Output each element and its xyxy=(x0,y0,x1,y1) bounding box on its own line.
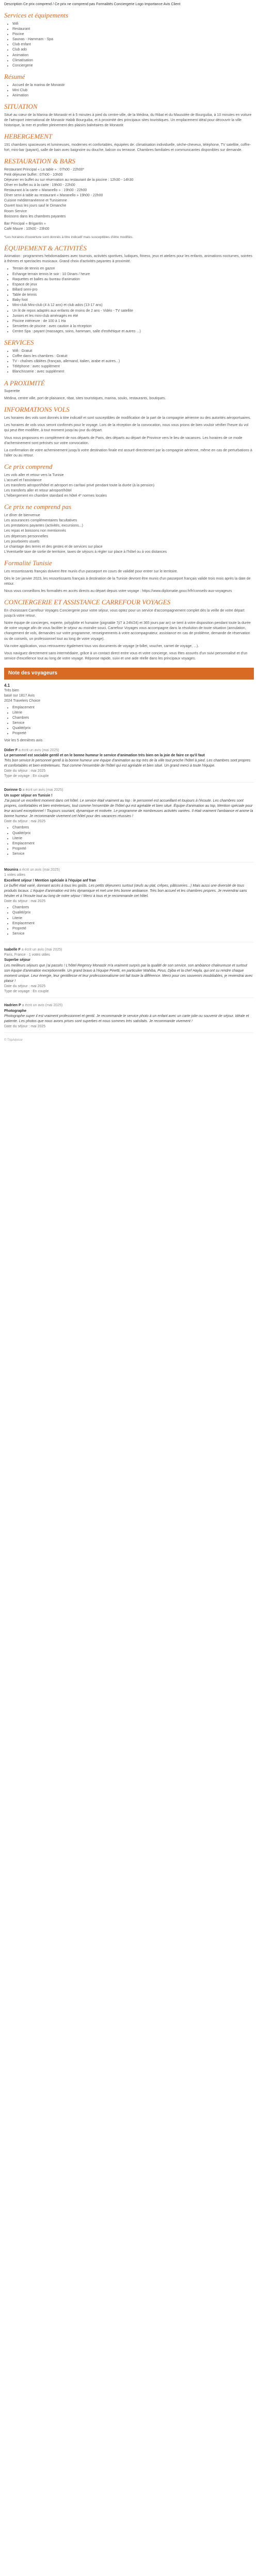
list-item: Les prestations payantes (activités, excursions...) xyxy=(4,524,83,528)
list-item: • Chambres xyxy=(12,905,254,910)
review-author: Dorinne G xyxy=(4,788,22,792)
list-item: Café Maure : 10h00 - 23h00 xyxy=(4,227,50,231)
proximite-title: A PROXIMITÉ xyxy=(4,379,45,387)
list-item: • Juniors et les mini-club aménagés en été xyxy=(12,314,254,319)
rating-criteria xyxy=(4,705,254,737)
list-item: • Espace de jeux xyxy=(12,282,254,287)
services-title: Services et équipements xyxy=(4,11,69,20)
list-item: • Chambres xyxy=(12,825,254,831)
page xyxy=(0,0,258,1048)
review-platform: 2024 Travelers Choice xyxy=(4,699,41,703)
list-item: Les pourboires usuels xyxy=(4,539,40,544)
formalites-text-2: Dès le 1er janvier 2023, les ressortissants français à destination de la Tunisie devront être munis d'un passeport français valide trois mois après la date de retour. xyxy=(4,577,251,586)
list-item: • Conciergerie xyxy=(12,63,254,69)
conciergerie-title: CONCIERGERIE ET ASSISTANCE CARREFOUR VOYAGES xyxy=(4,598,171,606)
review-stay-date: Date du séjour : mai 2025 xyxy=(4,820,46,824)
rating-summary xyxy=(4,683,254,744)
infos-text-1: Les horaires des vols sont donnés à titre indicatif et sont susceptibles de modification de la part de la compagnie aérienne ou des autorités aéroportuaires. xyxy=(4,416,251,420)
review-stay-date: Date du séjour : mai 2025 xyxy=(4,900,46,904)
review-title: Le personnel est sociable gentil et on le bonne humeur le service d'animation très bien on la joie de faire ce qu'il faut xyxy=(4,753,205,757)
list-item: Les transferts aller et retour aéroport/hôtel xyxy=(4,489,72,493)
infos-text-3: Vous nous proposons en complément de nos départs de Paris, des départs au départ de Province vers le lieu de vacances. Les horaires de ce mode d'acheminement sont précisés sur votre convocation. xyxy=(4,436,243,445)
hebergement-title: HEBERGEMENT xyxy=(4,132,53,141)
list-item: • Literie xyxy=(12,836,254,841)
list-item: • Service xyxy=(12,721,254,726)
list-item: • Serviettes de piscine : avec caution à la réception xyxy=(12,324,254,329)
review-date: a écrit un avis (mai 2025) xyxy=(22,788,63,792)
review-body: Les meilleurs séjours que j'ai passés ! L'hôtel Regency Monastir m'a vraiment surpris par la qualité de son service, son ambiance chaleureuse et surtout son équipe d'animation exceptionnelle. Un grand bravo à l'équipe Pinetti, en particulier Wahiba, Pirus, Djiba et la chef Hayla, qui ont su rendre chaque moment unique. Leur énergie, leur gentillesse et leur professionnalisme ont fait toute la différence. Merci pour ces souvenirs inoubliables, je reviendrai avec plaisir ! xyxy=(4,963,253,983)
equipements-title: ÉQUIPEMENT & ACTIVITÉS xyxy=(4,244,87,252)
list-item: Les assurances complémentaires facultatives xyxy=(4,519,77,523)
review-title: Excellent séjour ! Mention spéciale à l'équipe anf fran xyxy=(4,878,96,883)
list-item: • Club enfant xyxy=(12,42,254,47)
review-date: a écrit un avis (mai 2025) xyxy=(21,948,62,952)
conciergerie-text-1: En choisissant Carrefour Voyages Conciergerie pour votre séjour, vous optez pour un service d'accompagnement complet dès la veille de votre départ jusqu'à votre retour. xyxy=(4,608,245,618)
conciergerie-text-4: Vous naviguez directement sans intermédiaire, grâce à un contact direct entre vous et votre concierge, vous êtes assurés d'un suivi personnalisé et d'un service d'excellence tout au long de votre voyage. Réponse rapide, suivi et une aide réelle dans les principaux voyages. xyxy=(4,651,248,660)
review-date: a écrit un avis (mai 2025) xyxy=(22,1004,63,1008)
list-item: • Emplacement xyxy=(12,841,254,846)
list-item: L'éventuelle taxe de sortie de territoire, taxes de séjours à régler sur place à l'hôtel ou à vos distances xyxy=(4,550,167,554)
restauration-note: *Les horaires d'ouverture sont donnés à titre indicatif mais susceptibles d'être modifiés. xyxy=(4,235,134,240)
list-item: Les repas et boissons non mentionnés xyxy=(4,529,66,533)
review-item xyxy=(4,1003,254,1033)
list-item: Cuisine méditerranéenne et Tunisienne xyxy=(4,199,67,203)
list-item: Le dîner de bienvenue xyxy=(4,513,40,517)
list-item: • Un lit de repos adaptés aux enfants de moins de 2 ans - Vidéo - TV satellite xyxy=(12,309,254,314)
situation-text: Situé au cœur de la Marina de Monastir et à 5 minutes à pied du centre-ville, de la Médina, du Ribat et du Mausolée de Bourguiba, à 10 minutes en voiture de l'aéroport international de Monastir Habib Bourguiba, et à proximité des principaux sites touristiques. Un emplacement idéal pour découvrir la ville historique, la mer et profiter pleinement des plaisirs balnéaires de Monastir. xyxy=(4,113,252,127)
list-item: • Propreté xyxy=(12,846,254,852)
review-stay-date: Date du séjour : mai 2025 xyxy=(4,769,46,773)
list-item: Restaurant à la carte « Maranello » : 19h00 - 22h00 xyxy=(4,189,87,193)
review-location: Paris, France xyxy=(4,953,26,957)
review-title: Photographe xyxy=(4,1009,27,1013)
rating-value: 4.1 xyxy=(4,683,10,688)
infos-text-4: La confirmation de votre acheminement jusqu'à votre destination finale est assuré directement par la compagnie aérienne, même en cas de perturbations à l'aller ou au retour. xyxy=(4,448,252,457)
review-trip-type: Type de voyage : En couple xyxy=(4,990,49,994)
resume-title: Résumé xyxy=(4,73,25,80)
list-item: Petit déjeuner buffet : 07h00 - 10h00 xyxy=(4,173,63,177)
services2-title: SERVICES xyxy=(4,338,34,347)
formalites-text-1: Les ressortissants français doivent être munis d'un passeport en cours de validité pour entrer sur le territoire. xyxy=(4,569,178,573)
review-body: Photographe super il est vraiment professionnel et gentil. Je recommande le service photo à un enfant avec un carte jolie ou souvenir de séjour. Idéale et patiente. Les photos que nous avons prises sont superbes et nous sommes très satisfaits. Je recommande vivement ! xyxy=(4,1014,249,1023)
review-contributions: 1 votes utiles xyxy=(28,953,50,957)
review-title: Superbe séjour xyxy=(4,958,30,962)
review-item xyxy=(4,868,254,942)
bar-lines xyxy=(4,222,254,232)
formalites-title: Formalité Tunisie xyxy=(4,559,52,567)
prix-ne-comprend-title: Ce prix ne comprend pas xyxy=(4,503,72,511)
list-item: • Terrain de tennis en gazon xyxy=(12,266,254,272)
prix-comprend-title: Ce prix comprend xyxy=(4,463,53,471)
list-item: • Qualité/prix xyxy=(12,910,254,916)
prix-comprend-list xyxy=(4,473,254,499)
list-item: L'accueil et l'assistance xyxy=(4,478,42,482)
review-item xyxy=(4,748,254,783)
list-item: • Qualité/prix xyxy=(12,726,254,731)
list-item: • Accueil de la marina de Monastir xyxy=(12,83,254,88)
tab-links[interactable]: Description Ce prix comprend / Ce prix ne comprend pas Formalités Conciergerie Logo Importance Avis Client xyxy=(4,3,181,6)
reviews-header: Note des voyageurs xyxy=(4,668,254,680)
equipements-text: Animation : programmes hebdomadaires avec tournois, activités sportives, ludiques, fitness, jeux et ateliers pour les enfants, animations nocturnes, soirées à thèmes et spectacles musicaux. Grand choix d'activités payantes à proximité. xyxy=(4,255,252,264)
proximite-text: Médina, centre ville, port de plaisance, ribat, sites touristiques, marina, souks, restaurants, boutiques. xyxy=(4,397,166,401)
list-item: • Club ado xyxy=(12,47,254,53)
list-item: • Téléphone : avec supplément xyxy=(12,364,254,369)
infos-vols-title: INFORMATIONS VOLS xyxy=(4,405,70,414)
review-author: Mounira xyxy=(4,868,19,872)
restauration-title: RESTAURATION & BARS xyxy=(4,157,75,165)
list-item: • Restaurant xyxy=(12,27,254,32)
list-item: • Service xyxy=(12,931,254,937)
list-item: • Piscine xyxy=(12,32,254,37)
list-item: • Literie xyxy=(12,710,254,716)
infos-text-2: Les horaires de vols vous seront confirmés pour le voyage. Lors de la réception de la convocation, nous vous prions de bien vouloir vérifier l'heure du vol qui peut être modifiée, à tout moment jusqu'au jour du départ. xyxy=(4,423,249,433)
list-item: • Table de tennis xyxy=(12,293,254,298)
review-contributions: 1 votes utiles xyxy=(4,873,25,877)
list-item: • Service xyxy=(12,852,254,857)
list-item: • Saunas - Hammam - Spa xyxy=(12,37,254,42)
list-item: • TV - chaînes câblées (français, allemand, italien, arabe et autres...) xyxy=(12,359,254,364)
review-criteria xyxy=(4,825,254,857)
review-stay-date: Date du séjour : mai 2025 xyxy=(4,1024,46,1028)
review-author: Isabelle F xyxy=(4,948,21,952)
list-item: • Billard semi-pro xyxy=(12,287,254,293)
list-item: • Propreté xyxy=(12,926,254,931)
list-item: Restaurant Principal « La table » : 07h00 - 22h00* xyxy=(4,167,85,172)
hebergement-text: 191 chambres spacieuses et lumineuses, modernes et confortables, équipées de: climatisation individuelle, sèche-cheveux, téléphone, TV satellite, coffre-fort, mini-bar (payant), salle de bain avec baignoire ou douche, balcon ou terrasse. Chambres familiales et communicantes disponibles sur demande. xyxy=(4,143,251,152)
list-item: • Mini-club Mini-club (4 à 12 ans) et club ados (13-17 ans) xyxy=(12,303,254,308)
review-author: Hadrien P xyxy=(4,1004,21,1008)
list-item: • Emplacement xyxy=(12,921,254,926)
list-item: • Wifi : Gratuit xyxy=(12,349,254,354)
review-criteria xyxy=(4,905,254,937)
list-item: • Propreté xyxy=(12,731,254,736)
conciergerie-text-2: Notre équipe de concierges, experte, polyglotte et humaine (joignable 7j/7 à 24h/24) et 365 jours par an) se tient à votre disposition pendant toute la durée de votre voyage afin de vous faciliter le séjour au moindre souci. Carrefour Voyages vous accompagne dans la résolution de toute situation (annulation, changement de vols, demandes sur votre programme, renseignements à votre accompagnateur, assistance en cas de problème, demande de réservation ou de conseils, un professionnel tout au long de votre voyage). xyxy=(4,621,251,641)
review-item xyxy=(4,788,254,862)
list-item: • Echange terrain tennis le soir : 10 Dinars / heure xyxy=(12,272,254,277)
restauration-lines xyxy=(4,167,254,219)
situation-title: SITUATION xyxy=(4,103,38,111)
list-item: • Wifi xyxy=(12,22,254,27)
list-item: Les dépenses personnelles xyxy=(4,534,49,538)
formalites-text-3[interactable]: Nous vous conseillons les formalités en accès directs au départ depuis votre voyage : https://www.diplomatie.gouv.fr/fr/conseils-aux-voyageurs xyxy=(4,589,232,594)
review-body: Très bon service le personnel gentil à la bonne humeur une équipe d'animation au top très de la ville tout proche l'hôtel à pied. Les chambres sont propres et confortables et bien entretenues. Tout comme l'ensemble de l'hôtel qui est agréable et bien situé. Un grand merci à toute l'équipe. xyxy=(4,758,251,768)
review-date: a écrit un avis (mai 2025) xyxy=(19,868,60,872)
list-item: Le chantage des terres et des gestes et de services sur place xyxy=(4,545,103,549)
list-item: • Blanchisserie : avec supplément xyxy=(12,369,254,375)
list-item: • Centre Spa : payant (massages, soins, hammam, salle d'esthétique et autres ...) xyxy=(12,329,254,334)
list-item: Ouvert tous les jours sauf le Dimanche xyxy=(4,204,67,208)
see-reviews-link[interactable]: Voir les 5 dernières avis xyxy=(4,739,43,743)
list-item: L'hébergement en chambre standard en hôtel 4* normes locales xyxy=(4,494,107,498)
review-author: Didier F xyxy=(4,748,18,752)
list-item: Les transferts aéroport/hôtel et aéroport en car/taxi privé pendant toute la durée (à la pension) xyxy=(4,483,155,487)
review-body: J'ai passé un excellent moment dans cet hôtel. Le service était vraiment au top : le personnel est accueillant et toujours à l'écoute. Les chambres sont propres, confortables et bien entretenues, tout comme l'ensemble de l'hôtel qui est agréable et bien situé. Équipe d'animation au top, Mention spéciale pour leur accueil exceptionnel ! Toujours souriant, dynamique et motivée. Le programme de nombreuses activités variées. Il était vraiment l'ambiance et anime la bonne humeur. Je recommande vivement cet hôtel pour des vacances réussies ! xyxy=(4,799,253,819)
rating-label: Très bien xyxy=(4,689,19,693)
list-item: • Climatisation xyxy=(12,58,254,63)
list-item: • Literie xyxy=(12,916,254,921)
list-item: • Piscine intérieure : de 100 à 1 Ha xyxy=(12,319,254,324)
list-item: • Coffre dans les chambres : Gratuit xyxy=(12,354,254,359)
services-list xyxy=(4,22,254,69)
list-item: • Animation xyxy=(12,53,254,58)
list-item: Room Service xyxy=(4,209,27,213)
list-item: Bar Principal « Brigantin » xyxy=(4,222,46,226)
services2-list xyxy=(4,349,254,375)
review-trip-type: Type de voyage : En couple xyxy=(4,774,49,778)
review-stay-date: Date du séjour : mai 2025 xyxy=(4,985,46,989)
list-item: Dîner servi à table au restaurant « Maranello » 19h00 - 22h00 xyxy=(4,194,103,198)
resume-list xyxy=(4,83,254,98)
review-body: Le buffet était varié, donnant accès à tous les goûts. Les petits déjeuners surtout (œufs au plat, crêpes, pâtisseries...) Mais aussi une diversité de tous produits locaux. L'équipe d'animation est très dynamique et met une très bonne ambiance. Très bon accueil et les chambres propres. Je reviendrai sans hésiter et à l'écoute tout au long de notre séjour ! Merci à tous et je recommande cet hôtel. xyxy=(4,884,247,898)
list-item: Les vols aller et retour vers la Tunisie xyxy=(4,473,64,477)
review-item: Isabelle F a écrit un avis (mai 2025) Paris, France · 1 votes utiles Superbe séjour Les meilleurs séjours que j'ai passés ! L'hôtel Regency Monastir m'a vraiment surpris par la qualité de son service, son ambiance chaleureuse et surtout son équipe d'animation exceptionnelle. Un grand bravo à l'équipe Pinetti, en particulier Wahiba, Pirus, Djiba et la chef Hayla, qui ont su rendre chaque moment unique. Leur énergie, leur gentillesse et leur professionnalisme ont fait toute la différence. Merci pour ces souvenirs inoubliables, je reviendrai avec plaisir ! Date du séjour : mai 2025 Type de voyage : En couple xyxy=(4,947,254,998)
list-item: • Chambres xyxy=(12,716,254,721)
list-item: Dîner en buffet ou à la carte : 19h00 - 22h00 xyxy=(4,183,75,187)
list-item: • Emplacement xyxy=(12,705,254,710)
list-item: Déjeuner en buffet ou sur réservation au restaurant de la piscine : 12h30 - 14h30 xyxy=(4,178,134,182)
equipements-list xyxy=(4,266,254,334)
list-item: • Mini Club xyxy=(12,88,254,93)
review-date: a écrit un avis (mai 2025) xyxy=(19,748,59,752)
list-item: Boissons dans les chambres payantes xyxy=(4,214,66,218)
proximite-subtitle: Superette xyxy=(4,389,20,394)
list-item: • Animation xyxy=(12,93,254,98)
legal-text: © TripAdvisor xyxy=(4,1039,23,1042)
list-item: • Qualité/prix xyxy=(12,831,254,836)
conciergerie-text-3: Via notre application, vous retrouverez également tous vos documents de voyage (e-billet, voucher, carnet de voyage, ...). xyxy=(4,644,199,648)
list-item: • Raquettes et balles au bureau d'animation xyxy=(12,277,254,282)
review-count: basé sur 1817 Avis xyxy=(4,694,35,698)
list-item: • Baby foot xyxy=(12,298,254,303)
prix-ne-comprend-list xyxy=(4,513,254,555)
review-title: Un super séjour en Tunisie ! xyxy=(4,793,53,798)
